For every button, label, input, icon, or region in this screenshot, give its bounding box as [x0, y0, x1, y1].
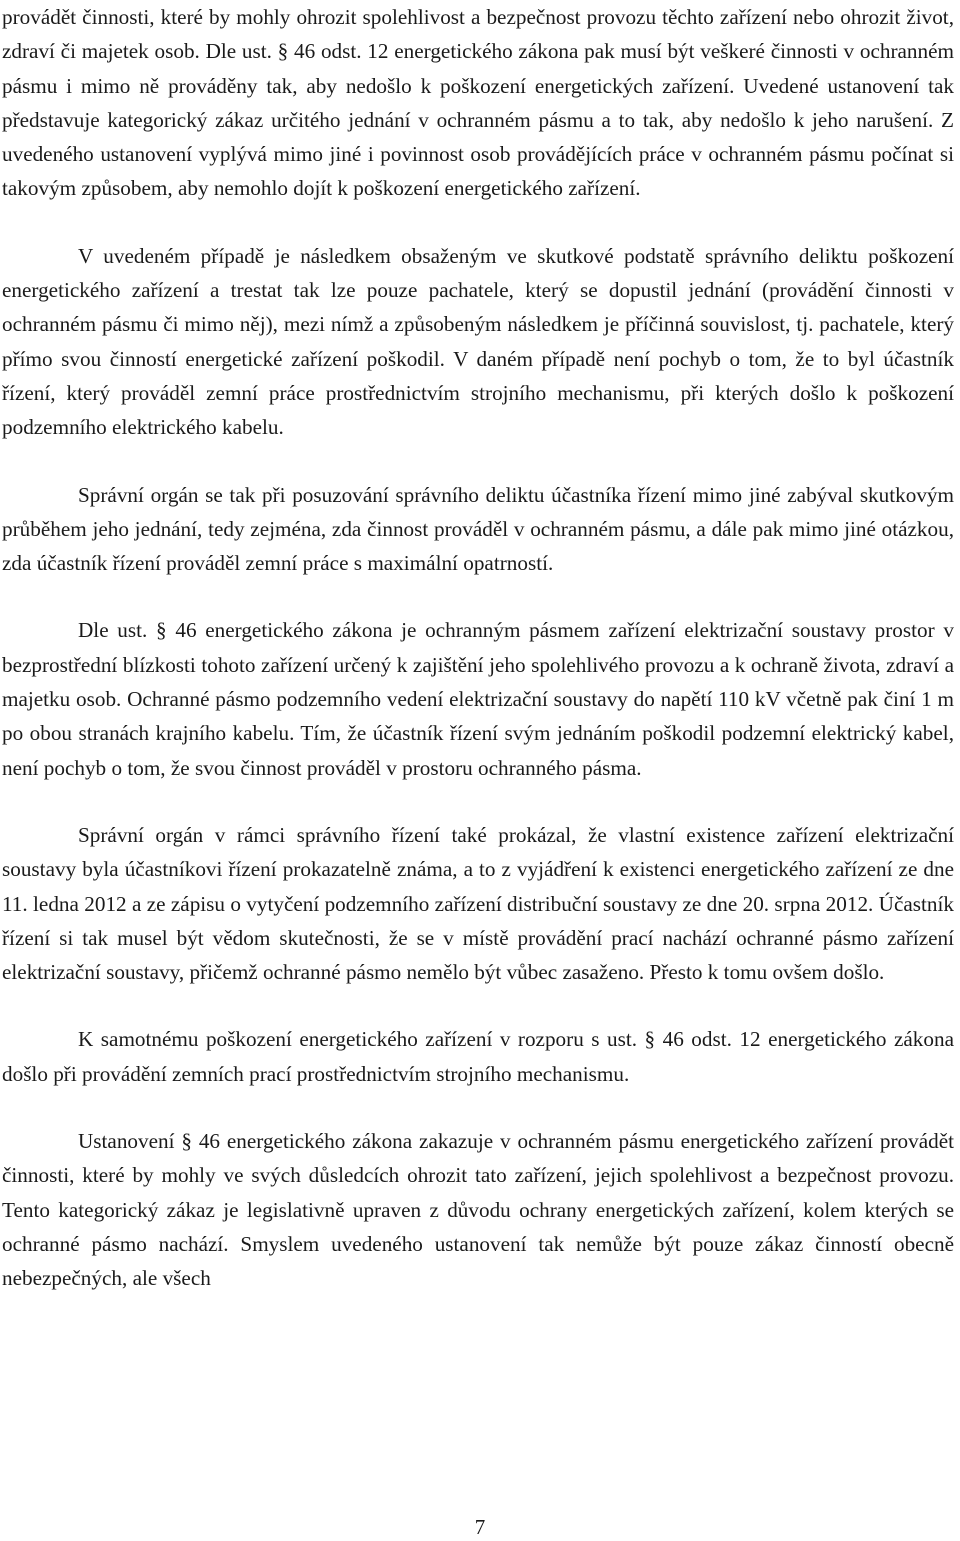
- paragraph-gap: [2, 445, 954, 478]
- page-number: 7: [474, 1515, 486, 1539]
- paragraph-3: Správní orgán se tak při posuzování správního deliktu účastníka řízení mimo jiné zabýval skutkovým průběhem jeho jednání, tedy zejména, zda činnost prováděl v ochranném pásmu, a dále pak mimo jiné otázkou, zda účastník řízení prováděl zemní práce s maximální opatrností.: [2, 482, 954, 576]
- document-page: [2, 0, 954, 1296]
- paragraph-2: V uvedeném případě je následkem obsaženým ve skutkové podstatě správního deliktu poškození energetického zařízení a trestat tak lze pouze pachatele, který se dopustil jednání (provádění činnosti v ochranném pásmu či mimo něj), mezi nímž a způsobeným následkem je příčinná souvislost, tj. pachatele, který přímo svou činností energetické zařízení poškodil. V daném případě není pochyb o tom, že to byl účastník řízení, který prováděl zemní práce prostřednictvím strojního mechanismu, při kterých došlo k poškození podzemního elektrického kabelu.: [2, 243, 954, 440]
- paragraph-4: Dle ust. § 46 energetického zákona je ochranným pásmem zařízení elektrizační soustavy prostor v bezprostřední blízkosti tohoto zařízení určený k zajištění jeho spolehlivého provozu a k ochraně života, zdraví a majetku osob. Ochranné pásmo podzemního vedení elektrizační soustavy do napětí 110 kV včetně pak činí 1 m po obou stranách krajního kabelu. Tím, že účastník řízení svým jednáním poškodil podzemní elektrický kabel, není pochyb o tom, že svou činnost prováděl v prostoru ochranného pásma.: [2, 618, 954, 780]
- paragraph-7: Ustanovení § 46 energetického zákona zakazuje v ochranném pásmu energetického zařízení provádět činnosti, které by mohly ve svých důsledcích ohrozit tato zařízení, jejich spolehlivost a bezpečnost provozu. Tento kategorický zákaz je legislativně upraven z důvodu ochrany energetických zařízení, kolem kterých se ochranné pásmo nachází. Smyslem uvedeného ustanovení tak nemůže být pouze zákaz činností obecně nebezpečných, ale všech: [2, 1129, 954, 1291]
- paragraph-gap: [2, 989, 954, 1022]
- paragraph-gap: [2, 580, 954, 613]
- paragraph-6: K samotnému poškození energetického zařízení v rozporu s ust. § 46 odst. 12 energetického zákona došlo při provádění zemních prací prostřednictvím strojního mechanismu.: [2, 1027, 954, 1086]
- paragraph-gap: [2, 1091, 954, 1124]
- paragraph-5: Správní orgán v rámci správního řízení také prokázal, že vlastní existence zařízení elektrizační soustavy byla účastníkovi řízení prokazatelně známa, a to z vyjádření k existenci energetického zařízení ze dne 11. ledna 2012 a ze zápisu o vytyčení podzemního zařízení distribuční soustavy ze dne 20. srpna 2012. Účastník řízení si tak musel být vědom skutečnosti, že se v místě provádění prací nachází ochranné pásmo zařízení elektrizační soustavy, přičemž ochranné pásmo nemělo být vůbec zasaženo. Přesto k tomu ovšem došlo.: [2, 822, 954, 985]
- paragraph-1: provádět činnosti, které by mohly ohrozit spolehlivost a bezpečnost provozu těchto zařízení nebo ohrozit život, zdraví či majetek osob. Dle ust. § 46 odst. 12 energetického zákona pak musí být veškeré činnosti v ochranném pásmu i mimo ně prováděny tak, aby nedošlo k poškození energetických zařízení. Uvedené ustanovení tak představuje kategorický zákaz určitého jednání v ochranném pásmu a to tak, aby nedošlo k jeho narušení. Z uvedeného ustanovení vyplývá mimo jiné i povinnost osob provádějících práce v ochranném pásmu počínat si takovým způsobem, aby nemohlo dojít k poškození energetického zařízení.: [2, 5, 954, 201]
- paragraph-gap: [2, 206, 954, 239]
- paragraph-gap: [2, 785, 954, 818]
